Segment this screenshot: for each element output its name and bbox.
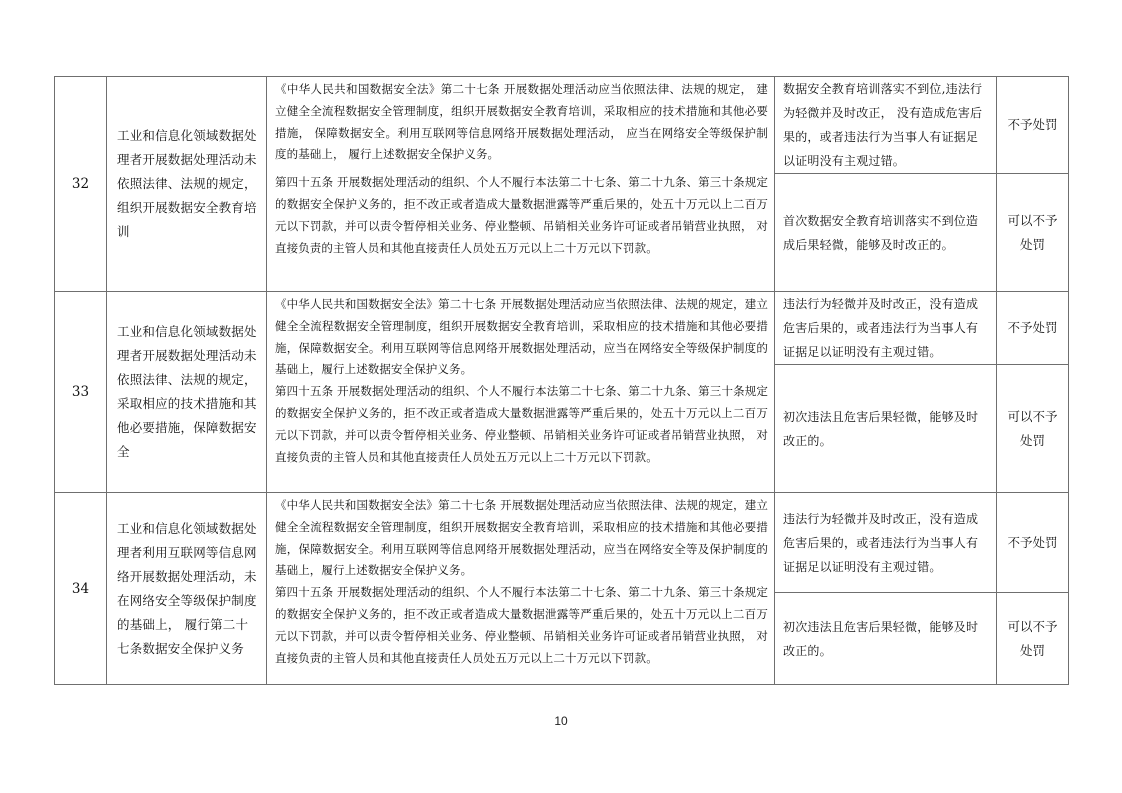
result-may-not-penalize: 可以不予处罚 bbox=[997, 593, 1069, 685]
penalty-table bbox=[54, 76, 1069, 685]
result-no-penalty: 不予处罚 bbox=[997, 493, 1069, 593]
result-no-penalty: 不予处罚 bbox=[997, 77, 1069, 174]
legal-basis bbox=[267, 292, 775, 493]
violation-item: 工业和信息化领域数据处理者利用互联网等信息网络开展数据处理活动，未在网络安全等级保护制度的基础上， 履行第二十七条数据安全保护义务 bbox=[107, 493, 267, 685]
result-may-not-penalize: 可以不予处罚 bbox=[997, 174, 1069, 292]
condition-may-not-penalize: 首次数据安全教育培训落实不到位造成后果轻微，能够及时改正的。 bbox=[775, 174, 997, 292]
table-row bbox=[55, 77, 1069, 174]
table-row bbox=[55, 493, 1069, 593]
row-number: 33 bbox=[55, 292, 107, 493]
condition-no-penalty: 违法行为轻微并及时改正，没有造成危害后果的，或者违法行为当事人有证据足以证明没有主观过错。 bbox=[775, 292, 997, 365]
legal-basis bbox=[267, 493, 775, 685]
legal-basis bbox=[267, 77, 775, 292]
violation-item: 工业和信息化领域数据处理者开展数据处理活动未依照法律、法规的规定， 采取相应的技术措施和其他必要措施，保障数据安全 bbox=[107, 292, 267, 493]
result-no-penalty: 不予处罚 bbox=[997, 292, 1069, 365]
page-number: 10 bbox=[554, 714, 568, 728]
basis-article-27: 《中华人民共和国数据安全法》第二十七条 开展数据处理活动应当依照法律、法规的规定，建立健全全流程数据安全管理制度，组织开展数据安全教育培训，采取相应的技术措施和其他必要措施，保障数据安全。利用互联网等信息网络开展数据处理活动，应当在网络安全等级保护制度的基础上，履行上述数据安全保护义务。 bbox=[275, 297, 768, 377]
violation-item: 工业和信息化领域数据处理者开展数据处理活动未依照法律、法规的规定， 组织开展数据安全教育培训 bbox=[107, 77, 267, 292]
basis-article-27: 《中华人民共和国数据安全法》第二十七条 开展数据处理活动应当依照法律、法规的规定，建立健全全流程数据安全管理制度，组织开展数据安全教育培训，采取相应的技术措施和其他必要措施，保障数据安全。利用互联网等信息网络开展数据处理活动，应当在网络安全等及保护制度的基础上，履行上述数据安全保护义务。 bbox=[275, 498, 768, 578]
row-number: 34 bbox=[55, 493, 107, 685]
result-may-not-penalize: 可以不予处罚 bbox=[997, 365, 1069, 493]
basis-article-45: 第四十五条 开展数据处理活动的组织、个人不履行本法第二十七条、第二十九条、第三十条规定的数据安全保护义务的，拒不改正或者造成大量数据泄露等严重后果的，处五十万元以上二百万元以下罚款，并可以责令暂停相关业务、停业整顿、吊销相关业务许可证或者吊销营业执照， 对直接负责的主管人员和其他直接责任人员处五万元以上二十万元以下罚款。 bbox=[275, 175, 768, 255]
condition-no-penalty: 数据安全教育培训落实不到位,违法行为轻微并及时改正， 没有造成危害后果的，或者违法行为当事人有证据足以证明没有主观过错。 bbox=[775, 77, 997, 174]
condition-no-penalty: 违法行为轻微并及时改正，没有造成危害后果的，或者违法行为当事人有证据足以证明没有主观过错。 bbox=[775, 493, 997, 593]
basis-article-45: 第四十五条 开展数据处理活动的组织、个人不履行本法第二十七条、第二十九条、第三十条规定的数据安全保护义务的，拒不改正或者造成大量数据泄露等严重后果的，处五十万元以上二百万元以下罚款，并可以责令暂停相关业务、停业整顿、吊销相关业务许可证或者吊销营业执照， 对直接负责的主管人员和其他直接责任人员处五万元以上二十万元以下罚款。 bbox=[275, 585, 768, 665]
condition-may-not-penalize: 初次违法且危害后果轻微，能够及时改正的。 bbox=[775, 365, 997, 493]
basis-article-27: 《中华人民共和国数据安全法》第二十七条 开展数据处理活动应当依照法律、法规的规定， 建立健全全流程数据安全管理制度，组织开展数据安全教育培训，采取相应的技术措施和其他必要措施， 保障数据安全。利用互联网等信息网络开展数据处理活动， 应当在网络安全等级保护制度的基础上， 履行上述数据安全保护义务。 bbox=[275, 82, 768, 162]
row-number: 32 bbox=[55, 77, 107, 292]
basis-article-45: 第四十五条 开展数据处理活动的组织、个人不履行本法第二十七条、第二十九条、第三十条规定的数据安全保护义务的，拒不改正或者造成大量数据泄露等严重后果的，处五十万元以上二百万元以下罚款，并可以责令暂停相关业务、停业整顿、吊销相关业务许可证或者吊销营业执照， 对直接负责的主管人员和其他直接责任人员处五万元以上二十万元以下罚款。 bbox=[275, 384, 768, 464]
table-row bbox=[55, 292, 1069, 365]
condition-may-not-penalize: 初次违法且危害后果轻微，能够及时改正的。 bbox=[775, 593, 997, 685]
